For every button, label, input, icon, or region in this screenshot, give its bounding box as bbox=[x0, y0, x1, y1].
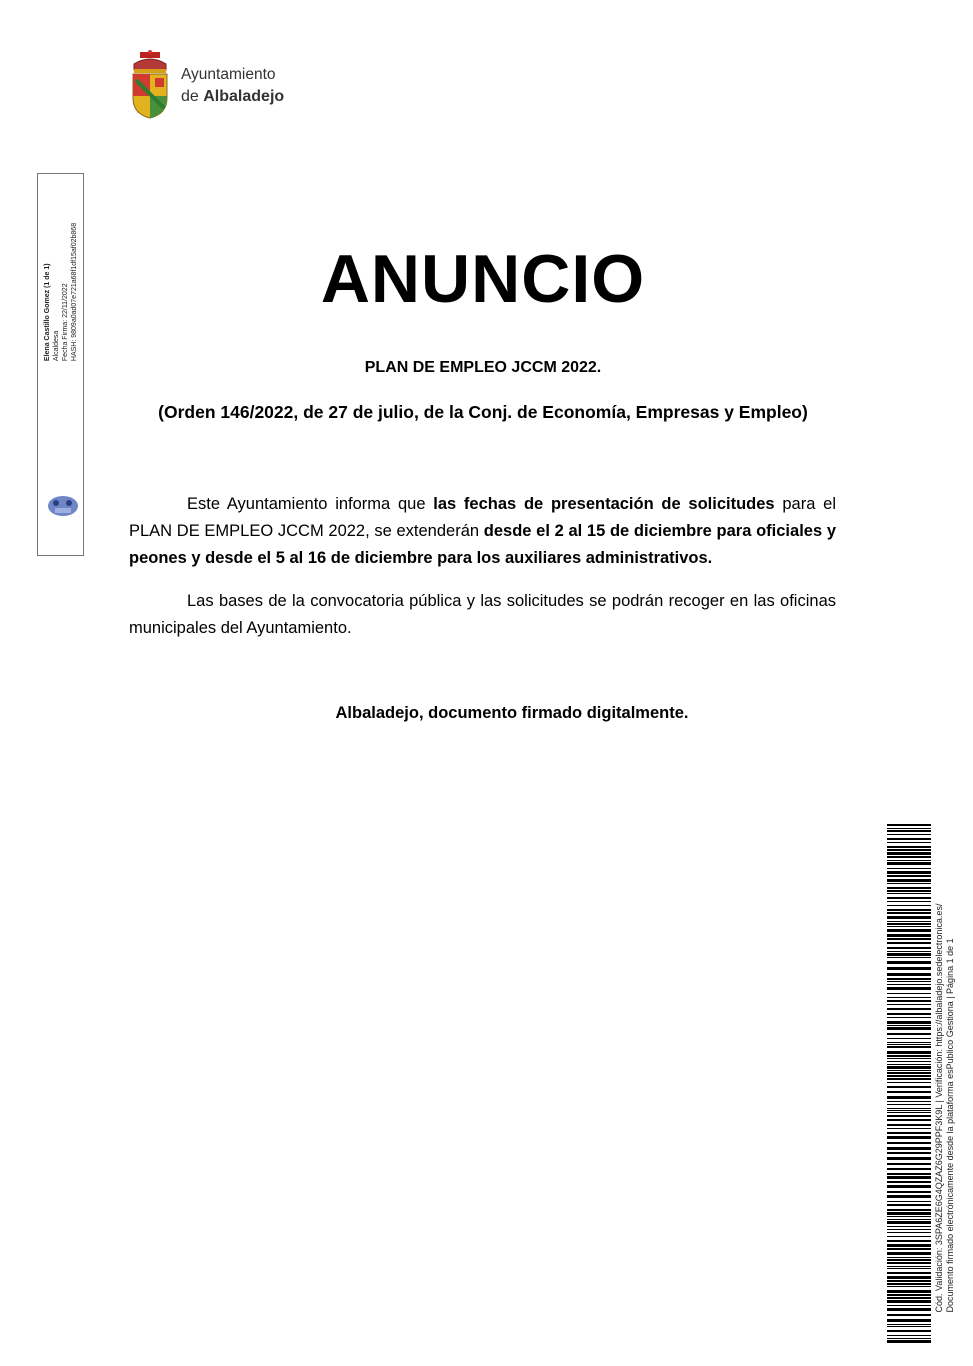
barcode-bar bbox=[887, 1319, 931, 1322]
signature-date: Fecha Firma: 22/11/2022 bbox=[62, 283, 69, 362]
seal-icon bbox=[45, 494, 81, 518]
barcode-bar bbox=[887, 987, 931, 990]
barcode-bar bbox=[887, 828, 931, 829]
barcode-bar bbox=[887, 1219, 931, 1220]
barcode-bar bbox=[887, 1058, 931, 1059]
barcode-bar bbox=[887, 1112, 931, 1113]
barcode-bar bbox=[887, 947, 931, 949]
barcode-bar bbox=[887, 824, 931, 826]
barcode-bar bbox=[887, 1008, 931, 1010]
barcode-bar bbox=[887, 929, 931, 932]
barcode-bar bbox=[887, 1046, 931, 1048]
barcode-bar bbox=[887, 953, 931, 956]
barcode-bar bbox=[887, 856, 931, 858]
barcode-bar bbox=[887, 1185, 931, 1188]
barcode-bar bbox=[887, 1027, 931, 1030]
barcode-bar bbox=[887, 1262, 931, 1264]
barcode-bar bbox=[887, 1195, 931, 1198]
barcode-bar bbox=[887, 1236, 931, 1237]
barcode-bar bbox=[887, 1297, 931, 1299]
barcode-bar bbox=[887, 1128, 931, 1129]
barcode-bar bbox=[887, 905, 931, 906]
barcode-bar bbox=[887, 1226, 931, 1227]
barcode-bar bbox=[887, 997, 931, 998]
barcode-bar bbox=[887, 1221, 931, 1224]
barcode-bar bbox=[887, 1294, 931, 1296]
barcode-bar bbox=[887, 1300, 931, 1303]
barcode-bar bbox=[887, 1272, 931, 1274]
barcode-bar bbox=[887, 1209, 931, 1211]
signature-hash: HASH: 9809a0ad07e721a68f1df15af02b868 bbox=[71, 222, 78, 362]
barcode-bar bbox=[887, 934, 931, 937]
para1-text1: Este Ayuntamiento informa que bbox=[187, 495, 434, 513]
barcode-bar bbox=[887, 1025, 931, 1026]
org-prefix: de bbox=[181, 88, 199, 105]
pickup-paragraph bbox=[129, 588, 836, 642]
barcode-bar bbox=[887, 1326, 931, 1327]
barcode-bar bbox=[887, 921, 931, 922]
barcode-bar bbox=[887, 1232, 931, 1233]
barcode-bar bbox=[887, 1191, 931, 1193]
barcode-bar bbox=[887, 1021, 931, 1024]
org-name-line1: Ayuntamiento bbox=[181, 66, 276, 83]
barcode-bar bbox=[887, 1330, 931, 1332]
barcode-bar bbox=[887, 1070, 931, 1071]
verification-line1: Cód. Validación: 3SPA6ZE6G4QZAZ6G29PPF3K9L | Verificación: https://albaladejo.sedelectronica.es/ bbox=[934, 903, 944, 1313]
barcode-bar bbox=[887, 1286, 931, 1287]
para1-bold2: desde el 2 al 15 de diciembre para oficiales y peones y desde el 5 al 16 de diciembre para los auxiliares administrativos. bbox=[129, 522, 837, 567]
barcode-bar bbox=[887, 1086, 931, 1088]
barcode-bar bbox=[887, 1013, 931, 1015]
signer-name: Elena Castillo Gomez (1 de 1) bbox=[44, 263, 51, 362]
barcode-bar bbox=[887, 849, 931, 851]
barcode-bar bbox=[887, 1283, 931, 1285]
barcode-bar bbox=[887, 893, 931, 894]
barcode-bar bbox=[887, 938, 931, 940]
barcode-bar bbox=[887, 967, 931, 970]
document-title: ANUNCIO bbox=[320, 241, 646, 317]
barcode-bar bbox=[887, 1276, 931, 1279]
barcode-bar bbox=[887, 951, 931, 952]
barcode-bar bbox=[887, 1132, 931, 1134]
barcode-bar bbox=[887, 1266, 931, 1267]
barcode-bar bbox=[887, 1142, 931, 1144]
barcode-bar bbox=[887, 1061, 931, 1062]
barcode-bar bbox=[887, 981, 931, 982]
barcode-bar bbox=[887, 842, 931, 843]
barcode-bar bbox=[887, 916, 931, 919]
barcode-bar bbox=[887, 1055, 931, 1057]
barcode-bar bbox=[887, 1268, 931, 1269]
barcode-bar bbox=[887, 1335, 931, 1336]
barcode-bar bbox=[887, 1078, 931, 1080]
barcode-bar bbox=[887, 1157, 931, 1160]
verification-text bbox=[934, 904, 956, 1313]
barcode-bar bbox=[887, 897, 931, 899]
barcode-bar bbox=[887, 1240, 931, 1242]
barcode-bar bbox=[887, 852, 931, 855]
barcode-bar bbox=[887, 1051, 931, 1054]
barcode-bar bbox=[887, 1108, 931, 1109]
barcode-bar bbox=[887, 1091, 931, 1093]
barcode-bar bbox=[887, 875, 931, 877]
barcode-bar bbox=[887, 1163, 931, 1165]
barcode-bar bbox=[887, 1152, 931, 1154]
barcode-bar bbox=[887, 846, 931, 848]
barcode-bar bbox=[887, 1124, 931, 1126]
barcode-bar bbox=[887, 1147, 931, 1150]
barcode-bar bbox=[887, 1064, 931, 1065]
barcode-bar bbox=[887, 1201, 931, 1202]
coat-of-arms-icon bbox=[128, 50, 172, 120]
barcode-bar bbox=[887, 1104, 931, 1105]
barcode-bar bbox=[887, 973, 931, 976]
barcode-bar bbox=[887, 1204, 931, 1206]
barcode-bar bbox=[887, 1119, 931, 1121]
barcode-bar bbox=[887, 1324, 931, 1325]
barcode-bar bbox=[887, 871, 931, 874]
barcode-bar bbox=[887, 883, 931, 884]
barcode-bar bbox=[887, 1110, 931, 1111]
barcode-bar bbox=[887, 879, 931, 882]
barcode-bar bbox=[887, 868, 931, 869]
barcode-bar bbox=[887, 926, 931, 927]
barcode-bar bbox=[887, 978, 931, 980]
para2-text: Las bases de la convocatoria pública y las solicitudes se podrán recoger en las oficinas municipales del Ayuntamiento. bbox=[129, 592, 836, 637]
barcode-bar bbox=[887, 1308, 931, 1311]
barcode-bar bbox=[887, 993, 931, 994]
barcode-bar bbox=[887, 1305, 931, 1306]
barcode-bar bbox=[887, 862, 931, 865]
barcode-bar bbox=[887, 1280, 931, 1282]
barcode-bar bbox=[887, 1038, 931, 1039]
barcode-bar bbox=[887, 961, 931, 964]
barcode-bar bbox=[887, 1290, 931, 1293]
barcode-bar bbox=[887, 901, 931, 902]
barcode-bar bbox=[887, 1248, 931, 1250]
barcode-bar bbox=[887, 887, 931, 889]
barcode-bar bbox=[887, 1216, 931, 1217]
barcode-bar bbox=[887, 1244, 931, 1247]
barcode-bar bbox=[887, 1252, 931, 1255]
barcode-bar bbox=[887, 1212, 931, 1215]
barcode-bar bbox=[887, 1173, 931, 1175]
verification-line2: Documento firmado electrónicamente desde la plataforma esPublico Gestiona | Página 1 de 1 bbox=[945, 938, 955, 1313]
barcode-bar bbox=[887, 838, 931, 840]
legal-reference: (Orden 146/2022, de 27 de julio, de la Conj. de Economía, Empresas y Empleo) bbox=[158, 402, 808, 422]
barcode-bar bbox=[887, 1101, 931, 1102]
barcode-bar bbox=[887, 1181, 931, 1183]
announcement-paragraph bbox=[129, 491, 836, 572]
barcode-bar bbox=[887, 1340, 931, 1343]
barcode-bar bbox=[887, 1072, 931, 1074]
barcode-bar bbox=[887, 1000, 931, 1002]
barcode-bar bbox=[887, 1168, 931, 1170]
barcode-bar bbox=[887, 1042, 931, 1043]
barcode-bar bbox=[887, 890, 931, 892]
barcode-bar bbox=[887, 1176, 931, 1179]
barcode-bar bbox=[887, 1066, 931, 1069]
barcode-bar bbox=[887, 1033, 931, 1035]
barcode-bar bbox=[887, 923, 931, 925]
barcode-bar bbox=[887, 1229, 931, 1230]
barcode-bar bbox=[887, 909, 931, 911]
para1-bold1: las fechas de presentación de solicitudes bbox=[433, 495, 775, 513]
closing-line: Albaladejo, documento firmado digitalmente. bbox=[335, 704, 689, 722]
org-name-line2 bbox=[181, 88, 284, 106]
barcode-bar bbox=[887, 984, 931, 985]
barcode-bar bbox=[887, 1096, 931, 1099]
signer-role: Alcaldesa bbox=[53, 330, 60, 362]
barcode-bar bbox=[887, 1136, 931, 1139]
barcode-bar bbox=[887, 1044, 931, 1045]
barcode-bar bbox=[887, 912, 931, 914]
barcode-bar bbox=[887, 1004, 931, 1005]
barcode-bar bbox=[887, 1082, 931, 1083]
para1-text2: para el PLAN DE EMPLEO JCCM 2022, se extenderán bbox=[129, 495, 836, 540]
municipality-logo bbox=[128, 50, 328, 122]
barcode-bar bbox=[887, 830, 931, 832]
barcode-bar bbox=[887, 1257, 931, 1258]
barcode-bar bbox=[887, 1017, 931, 1018]
barcode-bar bbox=[887, 1115, 931, 1117]
barcode-bar bbox=[887, 834, 931, 835]
barcode-bar bbox=[887, 1259, 931, 1261]
barcode-bar bbox=[887, 860, 931, 861]
barcode-bar bbox=[887, 942, 931, 944]
barcode-bar bbox=[887, 957, 931, 958]
barcode bbox=[887, 824, 931, 1344]
document-subtitle: PLAN DE EMPLEO JCCM 2022. bbox=[364, 359, 602, 376]
barcode-bar bbox=[887, 1338, 931, 1339]
barcode-bar bbox=[887, 1075, 931, 1077]
org-name: Albaladejo bbox=[203, 88, 285, 105]
barcode-bar bbox=[887, 1314, 931, 1316]
